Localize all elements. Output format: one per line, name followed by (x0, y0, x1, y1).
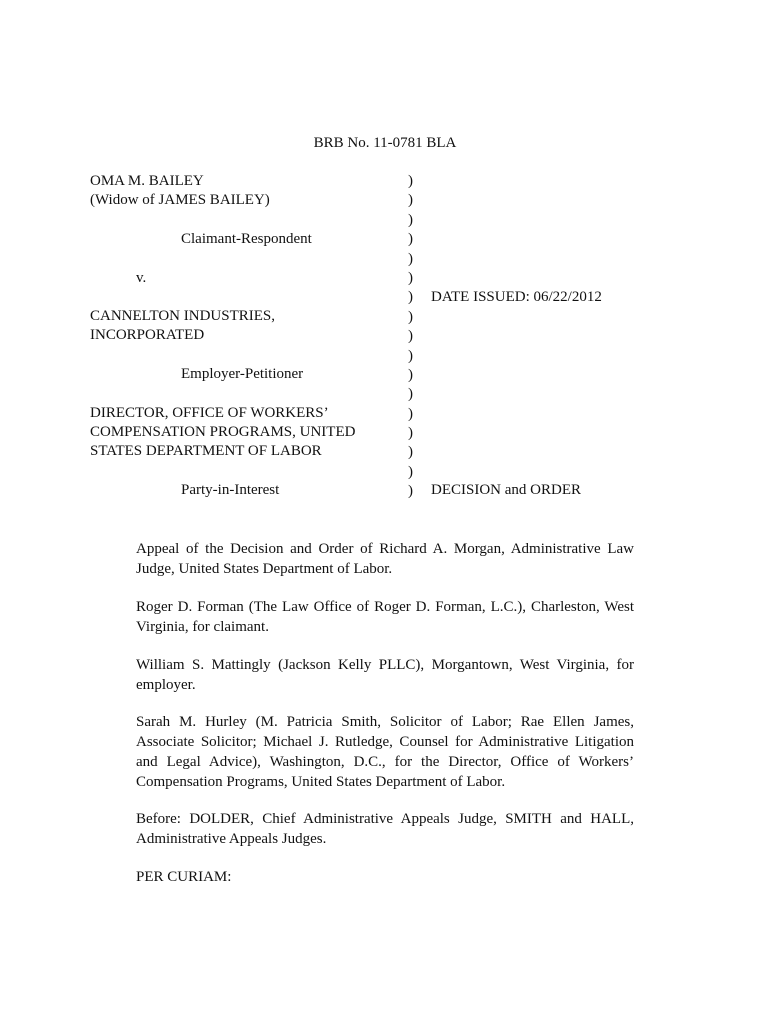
director-counsel-paragraph: Sarah M. Hurley (M. Patricia Smith, Solicitor of Labor; Rae Ellen James, Associate Solicitor; Michael J. Rutledge, Counsel for Administrative Litigation and Legal Advice), Washington, D.C., for the Director, Office of Workers’ Compensation Programs, United States Department of Labor. (136, 714, 634, 790)
claimant-name: OMA M. BAILEY (90, 173, 204, 189)
paren: ) (408, 386, 413, 403)
director-line1: DIRECTOR, OFFICE OF WORKERS’ (90, 405, 329, 421)
paren: ) (408, 444, 413, 461)
paren: ) (408, 366, 413, 383)
paren: ) (408, 308, 413, 325)
paren: ) (408, 192, 413, 209)
claimant-role: Claimant-Respondent (181, 231, 312, 247)
paren: ) (408, 250, 413, 267)
versus: v. (136, 270, 147, 286)
paren: ) (408, 231, 413, 248)
paren: ) (408, 463, 413, 480)
employer-role: Employer-Petitioner (181, 366, 304, 382)
director-line2: COMPENSATION PROGRAMS, UNITED (90, 424, 356, 440)
per-curiam: PER CURIAM: (136, 869, 232, 885)
paren: ) (408, 211, 413, 228)
paren: ) (408, 328, 413, 345)
claimant-counsel-paragraph: Roger D. Forman (The Law Office of Roger D. Forman, L.C.), Charleston, West Virginia, for claimant. (136, 599, 634, 635)
before-paragraph: Before: DOLDER, Chief Administrative Appeals Judge, SMITH and HALL, Administrative Appeals Judges. (136, 811, 634, 847)
claimant-note: (Widow of JAMES BAILEY) (90, 192, 270, 208)
employer-name-line2: INCORPORATED (90, 327, 205, 343)
paren: ) (408, 405, 413, 422)
decision-label: DECISION and ORDER (431, 482, 581, 498)
employer-name-line1: CANNELTON INDUSTRIES, (90, 308, 276, 324)
paren: ) (408, 173, 413, 189)
caption-paren-column (408, 172, 418, 502)
paren: ) (408, 347, 413, 364)
paren: ) (408, 483, 413, 500)
director-line3: STATES DEPARTMENT OF LABOR (90, 443, 322, 459)
director-role: Party-in-Interest (181, 482, 280, 498)
paren: ) (408, 289, 413, 306)
date-issued: DATE ISSUED: 06/22/2012 (431, 289, 602, 305)
appeal-paragraph: Appeal of the Decision and Order of Richard A. Morgan, Administrative Law Judge, United States Department of Labor. (136, 541, 634, 577)
employer-counsel-paragraph: William S. Mattingly (Jackson Kelly PLLC), Morgantown, West Virginia, for employer. (136, 657, 634, 693)
paren: ) (408, 269, 413, 286)
case-number: BRB No. 11-0781 BLA (313, 135, 457, 151)
paren: ) (408, 425, 413, 442)
